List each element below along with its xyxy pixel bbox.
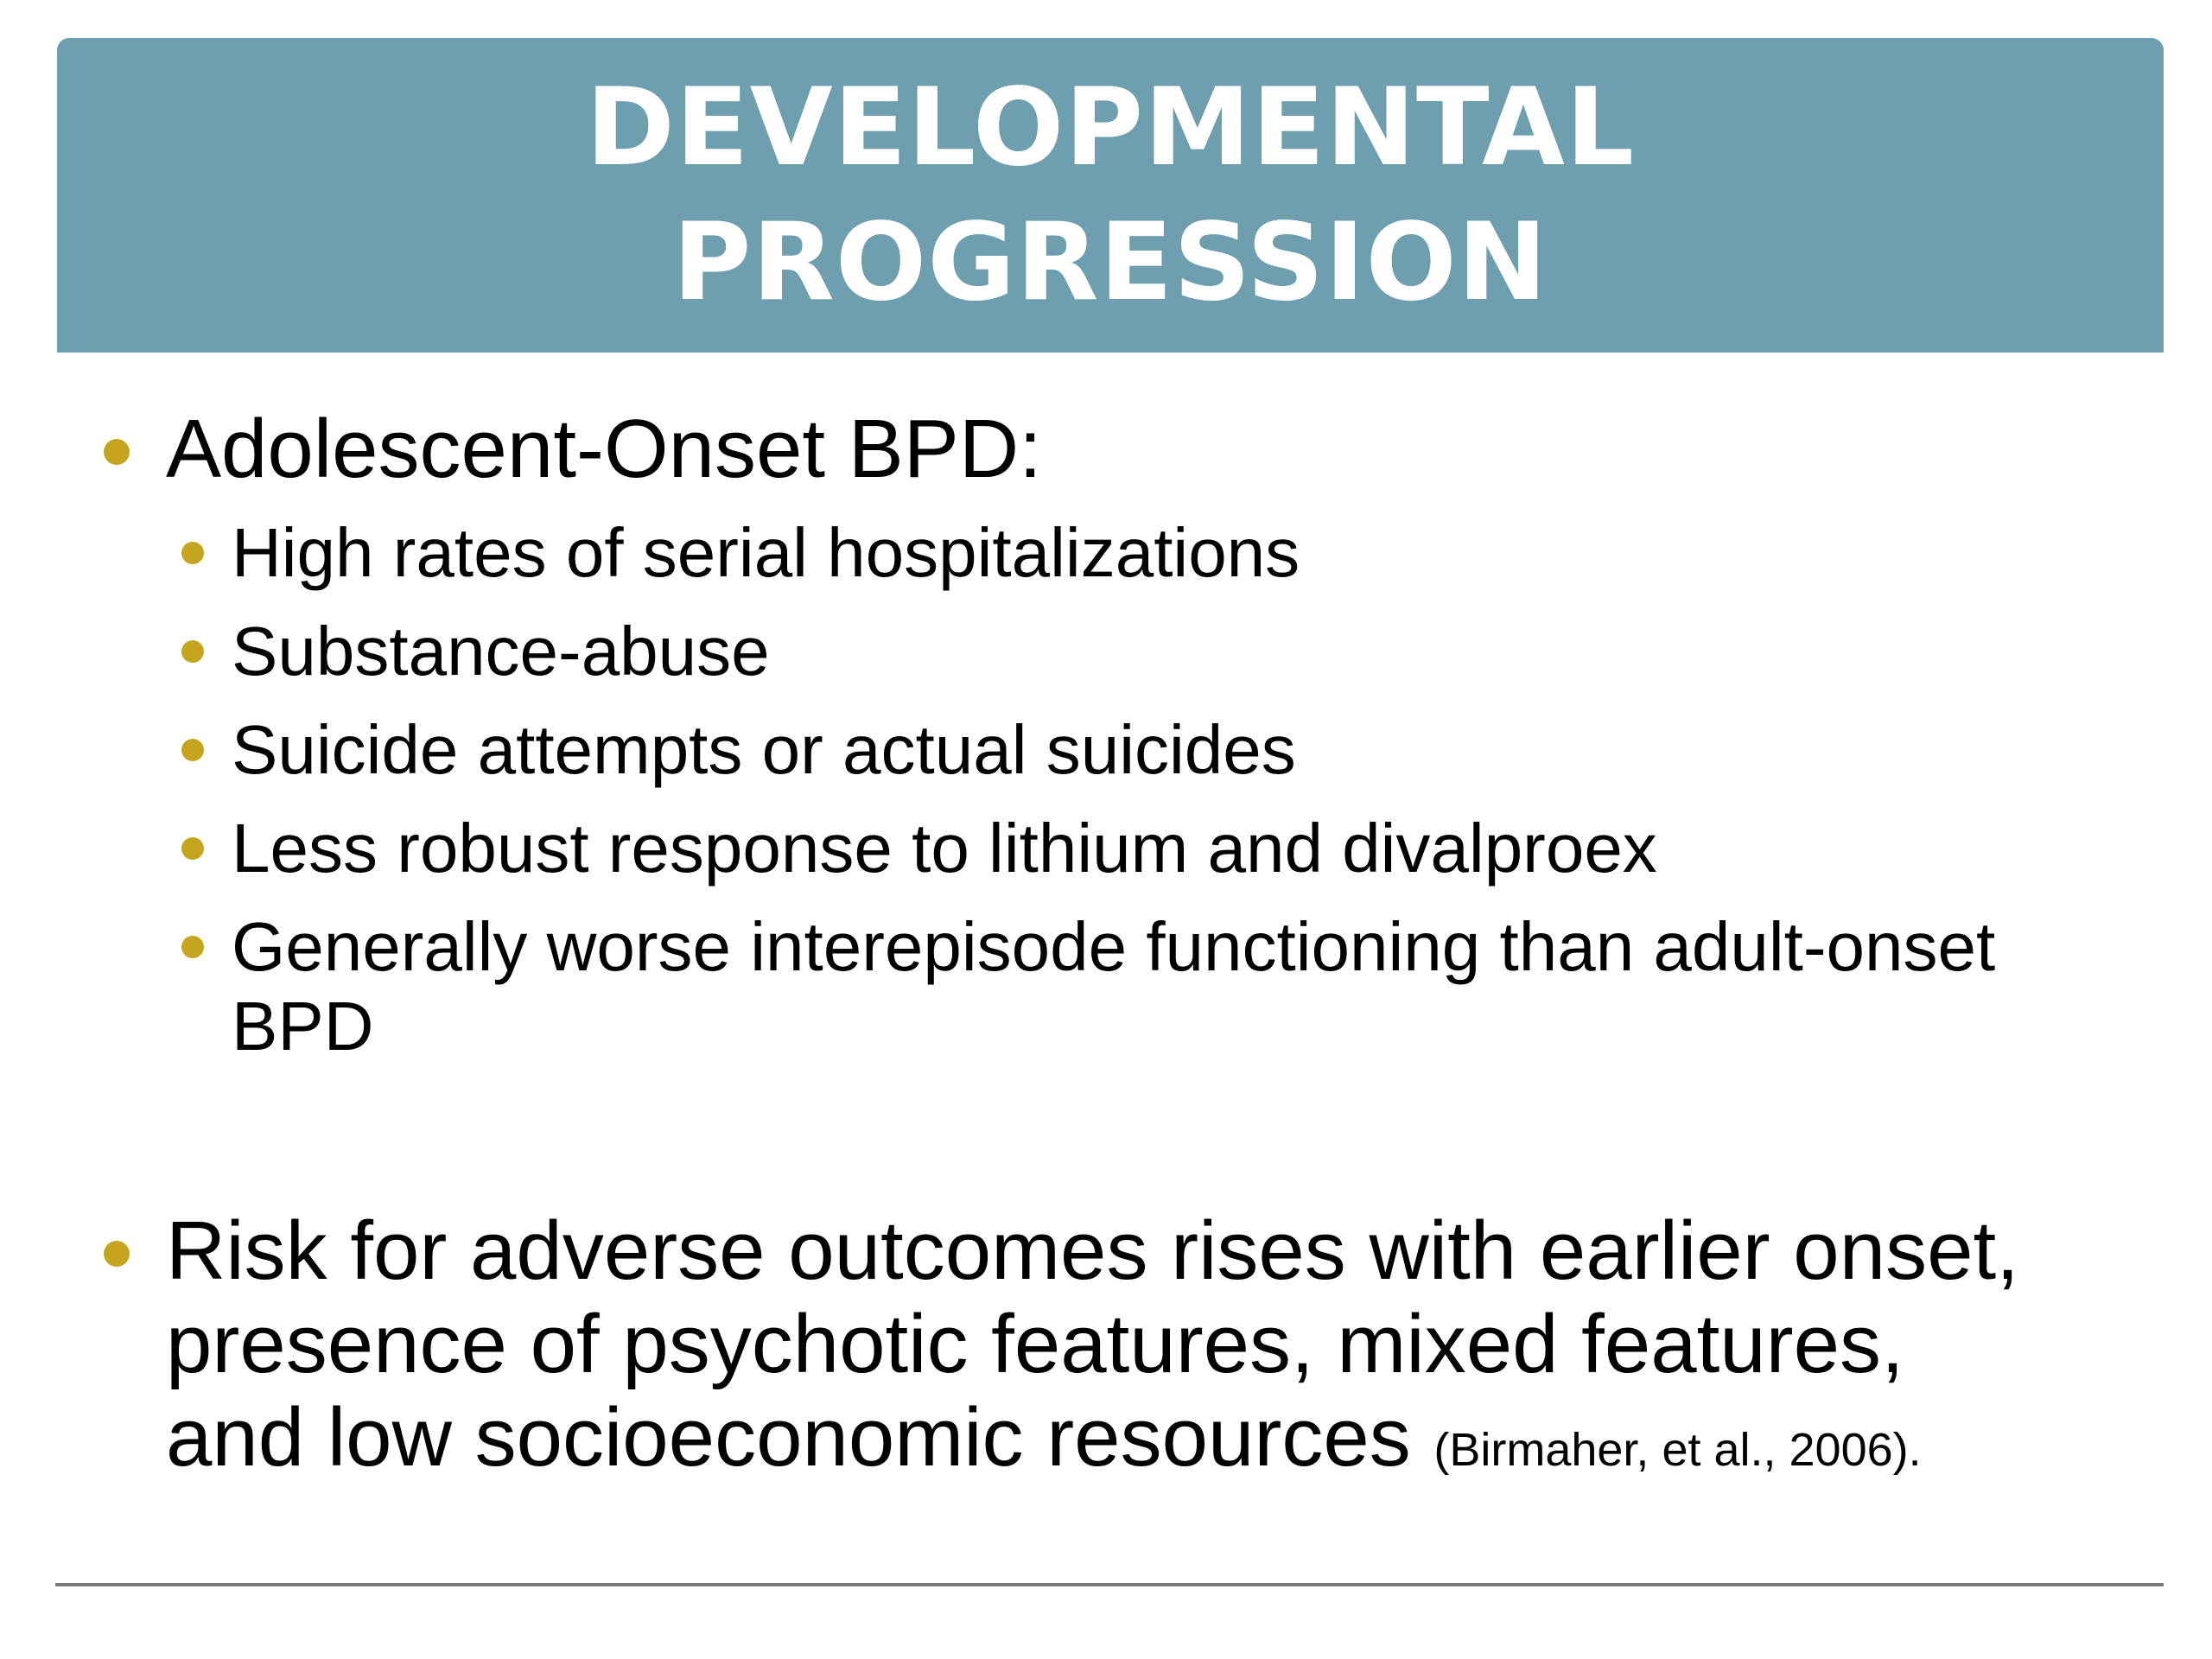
sub-bullet-icon (181, 936, 204, 958)
subitem-lithium-response: Less robust response to lithium and divalproex (232, 810, 1657, 887)
footer-rule (55, 1583, 2164, 1586)
bullet-risk-line-1: Risk for adverse outcomes rises with earlier onset, (166, 1205, 2019, 1297)
bullet-risk-line-3 (166, 1391, 1922, 1497)
subitem-substance-abuse: Substance-abuse (232, 613, 770, 690)
sub-bullet-icon (181, 640, 204, 663)
bullet-icon (104, 1241, 130, 1267)
slide-title-line-1: DEVELOPMENTAL (585, 66, 1635, 190)
bullet-icon (104, 439, 130, 465)
slide-title-line-2: PROGRESSION (672, 200, 1548, 325)
subitem-hospitalizations: High rates of serial hospitalizations (232, 514, 1300, 591)
subitem-suicide-attempts: Suicide attempts or actual suicides (232, 711, 1296, 788)
subitem-interepisode-functioning: Generally worse interepisode functioning than adult-onset (232, 908, 1996, 985)
bullet-risk-line-3-text: and low socioeconomic resources (166, 1391, 1411, 1484)
sub-bullet-icon (181, 837, 204, 860)
sub-bullet-icon (181, 542, 204, 564)
subitem-interepisode-functioning-continued: BPD (232, 988, 374, 1065)
sub-bullet-icon (181, 739, 204, 761)
bullet-risk-line-2: presence of psychotic features, mixed features, (166, 1298, 1904, 1390)
citation: (Birmaher, et al., 2006). (1433, 1424, 1922, 1476)
bullet-adolescent-onset: Adolescent-Onset BPD: (166, 403, 1042, 495)
